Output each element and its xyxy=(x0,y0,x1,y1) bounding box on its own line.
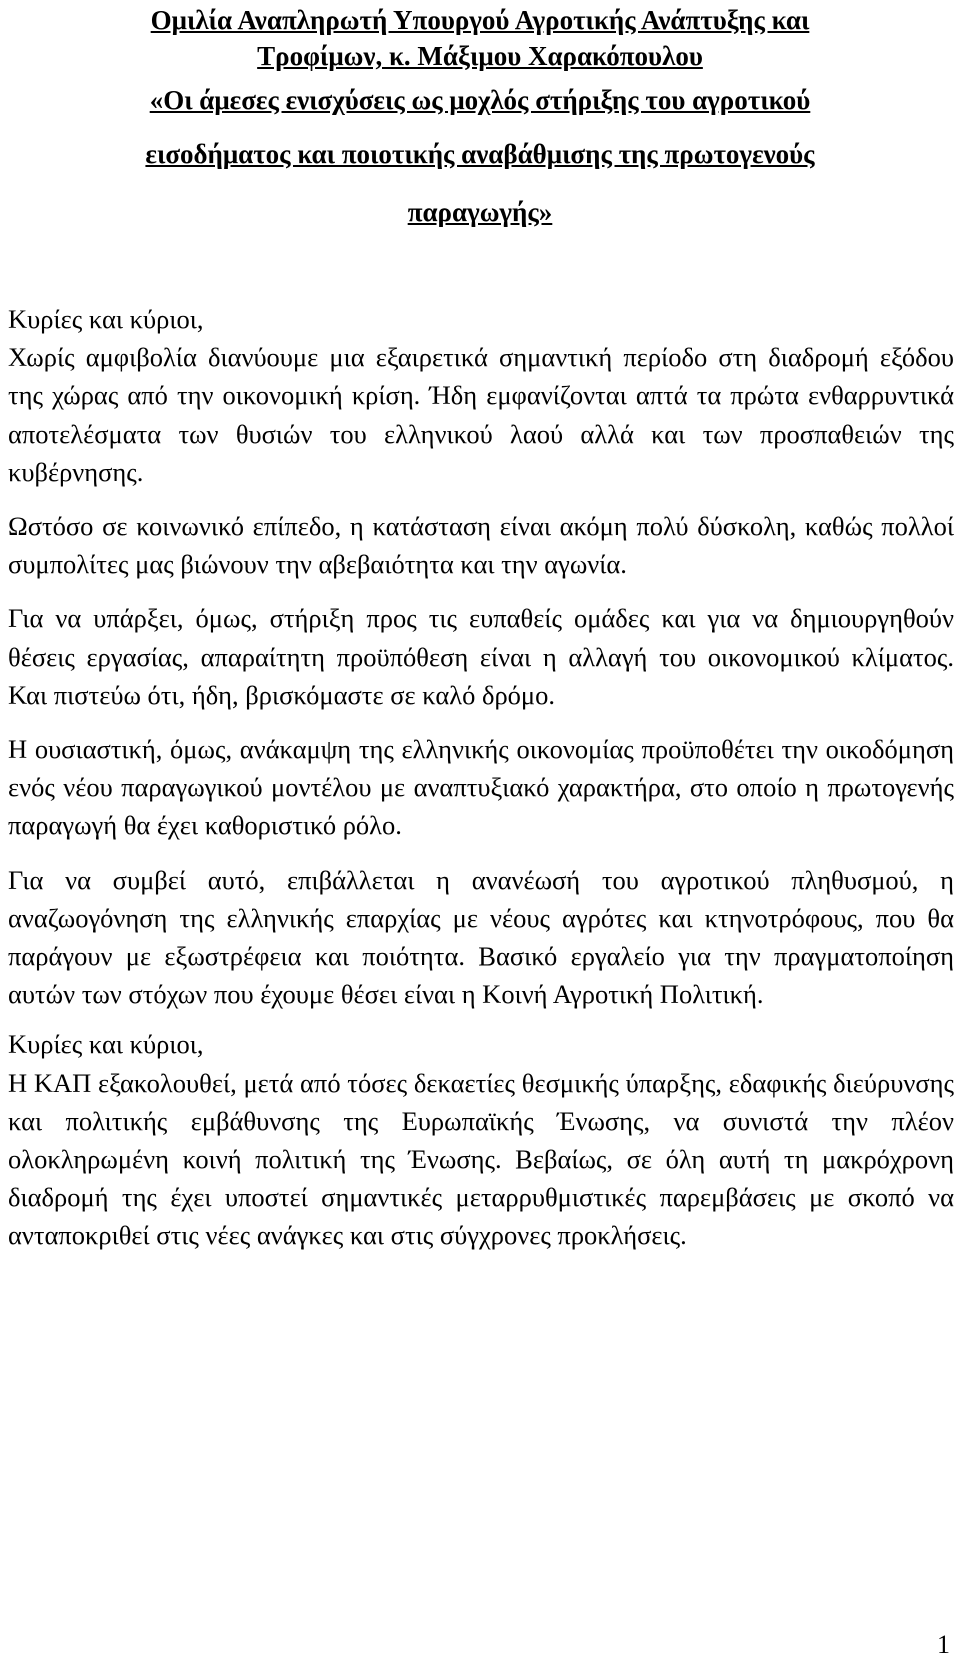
page-number: 1 xyxy=(937,1630,950,1659)
title-line-3: «Οι άμεσες ενισχύσεις ως μοχλός στήριξης του αγροτικού xyxy=(149,85,811,115)
paragraph-economic-climate: Για να υπάρξει, όμως, στήριξη προς τις ευπαθείς ομάδες και για να δημιουργηθούν θέσεις εργασίας, απαραίτητη προϋπόθεση είναι η αλλαγή του οικονομικού κλίματος. Και πιστεύω ότι, ήδη, βρισκόμαστε σε καλό δρόμο. xyxy=(8,603,954,710)
title-line-1: Ομιλία Αναπληρωτή Υπουργού Αγροτικής Ανάπτυξης και xyxy=(150,5,810,35)
paragraph-productive-model: Η ουσιαστική, όμως, ανάκαμψη της ελληνικής οικονομίας προϋποθέτει την οικοδόμηση ενός νέου παραγωγικού μοντέλου με αναπτυξιακό χαρακτήρα, στο οποίο η πρωτογενής παραγωγή θα έχει καθοριστικό ρόλο. xyxy=(8,734,954,841)
title-line-5: παραγωγής» xyxy=(407,197,553,227)
title-line-2: Τροφίμων, κ. Μάξιμου Χαρακόπουλου xyxy=(257,41,703,71)
paragraph-crisis-exit: Χωρίς αμφιβολία διανύουμε μια εξαιρετικά σημαντική περίοδο στη διαδρομή εξόδου της χώρας από την οικονομική κρίση. Ήδη εμφανίζονται απτά τα πρώτα ενθαρρυντικά αποτελέσματα των θυσιών του ελληνικού λαού αλλά και των προσπαθειών της κυβέρνησης. xyxy=(8,342,954,487)
paragraph-social-level: Ωστόσο σε κοινωνικό επίπεδο, η κατάσταση είναι ακόμη πολύ δύσκολη, καθώς πολλοί συμπολίτες μας βιώνουν την αβεβαιότητα και την αγωνία. xyxy=(8,511,954,580)
speech-body xyxy=(8,300,954,1255)
paragraph-cap: Η ΚΑΠ εξακολουθεί, μετά από τόσες δεκαετίες θεσμικής ύπαρξης, εδαφικής διεύρυνσης και πολιτικής εμβάθυνσης της Ευρωπαϊκής Ένωσης, να συνιστά την πλέον ολοκληρωμένη κοινή πολιτική της Ένωσης. Βεβαίως, σε όλη αυτή τη μακρόχρονη διαδρομή της έχει υποστεί σημαντικές μεταρρυθμιστικές παρεμβάσεις με σκοπό να ανταποκριθεί στις νέες ανάγκες και στις σύγχρονες προκλήσεις. xyxy=(8,1067,954,1251)
title-line-4: εισοδήματος και ποιοτικής αναβάθμισης της πρωτογενούς xyxy=(145,139,815,169)
paragraph-rural-renewal: Για να συμβεί αυτό, επιβάλλεται η ανανέωσή του αγροτικού πληθυσμού, η αναζωογόνηση της ελληνικής επαρχίας με νέους αγρότες και κτηνοτρόφους, που θα παράγουν με εξωστρέφεια και ποιότητα. Βασικό εργαλείο για την πραγματοποίηση αυτών των στόχων που έχουμε θέσει είναι η Κοινή Αγροτική Πολιτική. xyxy=(8,864,954,1010)
speech-title xyxy=(40,2,920,234)
salutation: Κυρίες και κύριοι, xyxy=(8,304,204,334)
salutation-second: Κυρίες και κύριοι, xyxy=(8,1029,204,1060)
